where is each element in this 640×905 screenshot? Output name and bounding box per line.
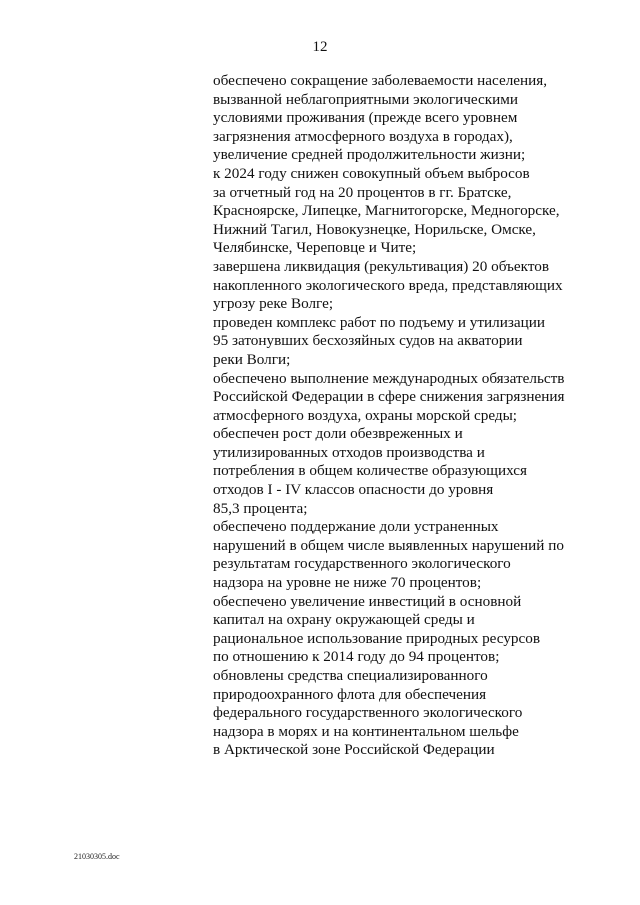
text-line: потребления в общем количестве образующихся — [213, 462, 527, 480]
text-line: проведен комплекс работ по подъему и утилизации — [213, 313, 545, 331]
text-line: накопленного экологического вреда, представляющих — [213, 276, 563, 294]
text-line: угрозу реке Волге; — [213, 295, 334, 313]
text-line: обеспечено поддержание доли устраненных — [213, 518, 499, 536]
text-line: рациональное использование природных ресурсов — [213, 629, 541, 647]
text-line: Челябинске, Череповце и Чите; — [213, 239, 417, 257]
text-line: атмосферного воздуха, охраны морской среды; — [213, 406, 518, 424]
text-line: обеспечен рост доли обезвреженных и — [213, 425, 463, 443]
text-line: увеличение средней продолжительности жизни; — [213, 146, 526, 164]
text-line: Красноярске, Липецке, Магнитогорске, Медногорске, — [213, 202, 560, 220]
text-line: надзора на уровне не ниже 70 процентов; — [213, 574, 482, 592]
text-line: в Арктической зоне Российской Федерации — [213, 741, 495, 759]
text-line: загрязнения атмосферного воздуха в городах), — [213, 127, 513, 145]
text-line: нарушений в общем числе выявленных нарушений по — [213, 536, 564, 554]
document-body — [213, 72, 613, 760]
document-footer-filename: 21030305.doc — [74, 852, 120, 861]
text-line: Российской Федерации в сфере снижения загрязнения — [213, 388, 565, 406]
text-line: к 2024 году снижен совокупный объем выбросов — [213, 164, 530, 182]
text-line: результатам государственного экологического — [213, 555, 511, 573]
page-number: 12 — [312, 39, 328, 55]
text-line: реки Волги; — [213, 350, 291, 368]
text-line: условиями проживания (прежде всего уровнем — [213, 109, 518, 127]
text-line: надзора в морях и на континентальном шельфе — [213, 722, 519, 740]
text-line: завершена ликвидация (рекультивация) 20 объектов — [213, 257, 550, 275]
text-line: 95 затонувших бесхозяйных судов на акватории — [213, 332, 523, 350]
text-line: отходов I - IV классов опасности до уровня — [213, 481, 494, 499]
text-line: обновлены средства специализированного — [213, 667, 488, 684]
text-line: по отношению к 2014 году до 94 процентов; — [213, 648, 500, 666]
text-line: утилизированных отходов производства и — [213, 443, 485, 461]
text-line: 85,3 процента; — [213, 499, 308, 517]
text-line: обеспечено сокращение заболеваемости населения, — [213, 72, 548, 89]
text-line: Нижний Тагил, Новокузнецке, Норильске, Омске, — [213, 220, 536, 238]
text-line: за отчетный год на 20 процентов в гг. Братске, — [213, 183, 512, 201]
text-line: федерального государственного экологического — [213, 704, 523, 722]
text-line: природоохранного флота для обеспечения — [213, 685, 487, 703]
text-line: обеспечено выполнение международных обязательств — [213, 369, 565, 387]
text-line: капитал на охрану окружающей среды и — [213, 611, 475, 629]
text-line: вызванной неблагоприятными экологическими — [213, 90, 518, 108]
text-line: обеспечено увеличение инвестиций в основной — [213, 592, 522, 610]
